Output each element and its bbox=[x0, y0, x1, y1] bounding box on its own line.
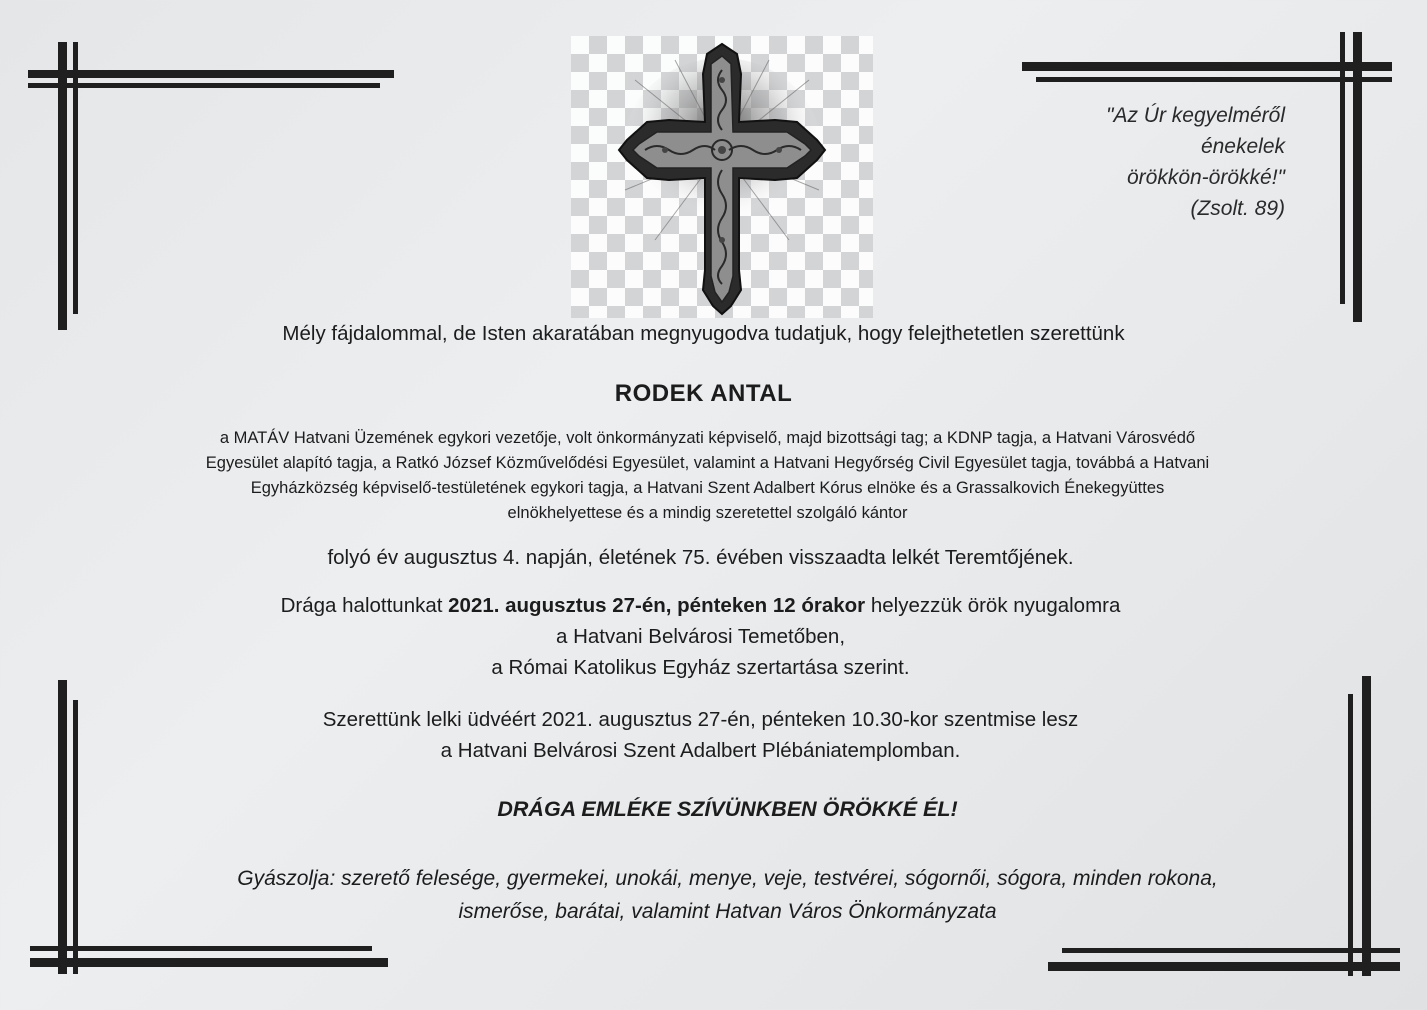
frame-bar bbox=[73, 42, 78, 314]
funeral-suffix: helyezzük örök nyugalomra bbox=[865, 594, 1121, 617]
verse-line: "Az Úr kegyelméről bbox=[1105, 104, 1285, 127]
mourners-line: ismerőse, barátai, valamint Hatvan Város Önkormányzata bbox=[458, 900, 997, 923]
verse-reference: (Zsolt. 89) bbox=[1190, 197, 1285, 220]
biography-line: elnökhelyettese és a mindig szeretettel szolgáló kántor bbox=[507, 504, 908, 522]
frame-bar bbox=[30, 958, 388, 967]
mass-line: Szerettünk lelki üdvéért 2021. augusztus 27-én, pénteken 10.30-kor szentmise lesz bbox=[322, 708, 1079, 731]
frame-bar bbox=[1340, 32, 1345, 304]
ornate-cross-icon bbox=[615, 40, 829, 316]
death-notice: folyó év augusztus 4. napján, életének 75. évében visszaadta lelkét Teremtőjének. bbox=[327, 546, 1074, 569]
biography-line: a MATÁV Hatvani Üzemének egykori vezetője, volt önkormányzati képviselő, majd bizottsági tag; a KDNP tagja, a Hatvani Városvédő bbox=[219, 429, 1196, 447]
mourners-line: Gyászolja: szerető felesége, gyermekei, unokái, menye, veje, testvérei, sógornői, sógora, minden rokona, bbox=[237, 867, 1218, 890]
deceased-name: RODEK ANTAL bbox=[614, 380, 793, 407]
verse-line: örökkön-örökké!" bbox=[1126, 166, 1285, 189]
frame-bar bbox=[28, 70, 394, 78]
frame-bar bbox=[1022, 62, 1392, 71]
funeral-rite: a Római Katolikus Egyház szertartása szerint. bbox=[491, 656, 910, 679]
funeral-prefix: Drága halottunkat bbox=[280, 594, 449, 617]
frame-bar bbox=[1353, 32, 1362, 322]
biography bbox=[0, 426, 1421, 526]
funeral-datetime: 2021. augusztus 27-én, pénteken 12 órakor bbox=[448, 594, 866, 617]
frame-bar bbox=[1036, 77, 1392, 82]
intro-text: Mély fájdalommal, de Isten akaratában megnyugodva tudatjuk, hogy felejthetetlen szerettünk bbox=[282, 322, 1125, 345]
frame-bar bbox=[28, 83, 380, 88]
frame-bar bbox=[30, 946, 372, 951]
bible-verse bbox=[1020, 100, 1285, 224]
funeral-details bbox=[0, 590, 1414, 683]
mass-location: a Hatvani Belvárosi Szent Adalbert Plébániatemplomban. bbox=[440, 739, 961, 762]
mourners bbox=[14, 862, 1427, 928]
biography-line: Egyesület alapító tagja, a Ratkó József Közművelődési Egyesület, valamint a Hatvani Hegyőrség Civil Egyesület tagja, továbbá a Hatvani bbox=[205, 454, 1210, 472]
memorial-motto: DRÁGA EMLÉKE SZÍVÜNKBEN ÖRÖKKÉ ÉL! bbox=[497, 797, 958, 821]
verse-line: énekelek bbox=[1200, 135, 1285, 158]
funeral-location: a Hatvani Belvárosi Temetőben, bbox=[555, 625, 846, 648]
frame-bar bbox=[58, 42, 67, 330]
mass-details bbox=[0, 704, 1414, 766]
funeral-line bbox=[0, 590, 1414, 621]
biography-line: Egyházközség képviselő-testületének egykori tagja, a Hatvani Szent Adalbert Kórus elnöke és a Grassalkovich Énekegyüttes bbox=[250, 479, 1165, 497]
